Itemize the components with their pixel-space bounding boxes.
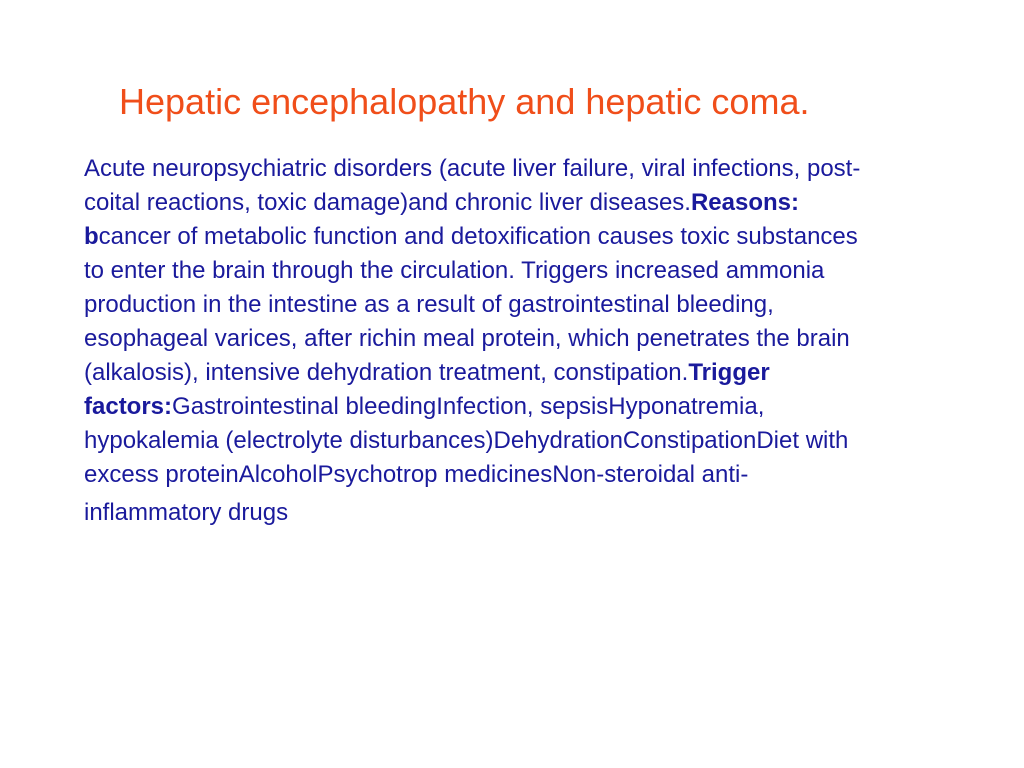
body-line [84,458,1004,492]
body-text: inflammatory drugs [84,499,289,526]
body-line [84,496,1004,530]
body-bold-text: Reasons: [690,189,800,216]
body-text: Gastrointestinal bleedingInfection, sepsisHyponatremia, [172,393,765,420]
body-line [84,186,1004,220]
body-line [84,220,1004,254]
body-text: hypokalemia (electrolyte disturbances)DehydrationConstipationDiet with [84,427,849,454]
body-line [84,254,1004,288]
body-line [84,356,1004,390]
body-text: cancer of metabolic function and detoxification causes toxic substances [98,223,858,250]
body-bold-text: b [84,223,99,250]
body-text: coital reactions, toxic damage)and chronic liver diseases. [84,189,691,216]
body-bold-text: Trigger [688,359,770,386]
body-text: to enter the brain through the circulation. Triggers increased ammonia [84,257,825,284]
body-bold-text: factors: [84,393,173,420]
body-text: Acute neuropsychiatric disorders (acute liver failure, viral infections, post- [84,155,861,182]
body-line [84,424,1004,458]
body-line [84,322,1004,356]
body-text: excess proteinAlcoholPsychotrop medicinesNon-steroidal anti- [84,461,749,488]
body-text: (alkalosis), intensive dehydration treatment, constipation. [84,359,689,386]
body-text: production in the intestine as a result of gastrointestinal bleeding, [84,291,774,318]
body-line [84,288,1004,322]
slide-body-text [84,152,1004,530]
body-line [84,152,1004,186]
body-line [84,390,1004,424]
slide-title: Hepatic encephalopathy and hepatic coma. [119,81,810,122]
body-text: esophageal varices, after richin meal protein, which penetrates the brain [84,325,850,352]
